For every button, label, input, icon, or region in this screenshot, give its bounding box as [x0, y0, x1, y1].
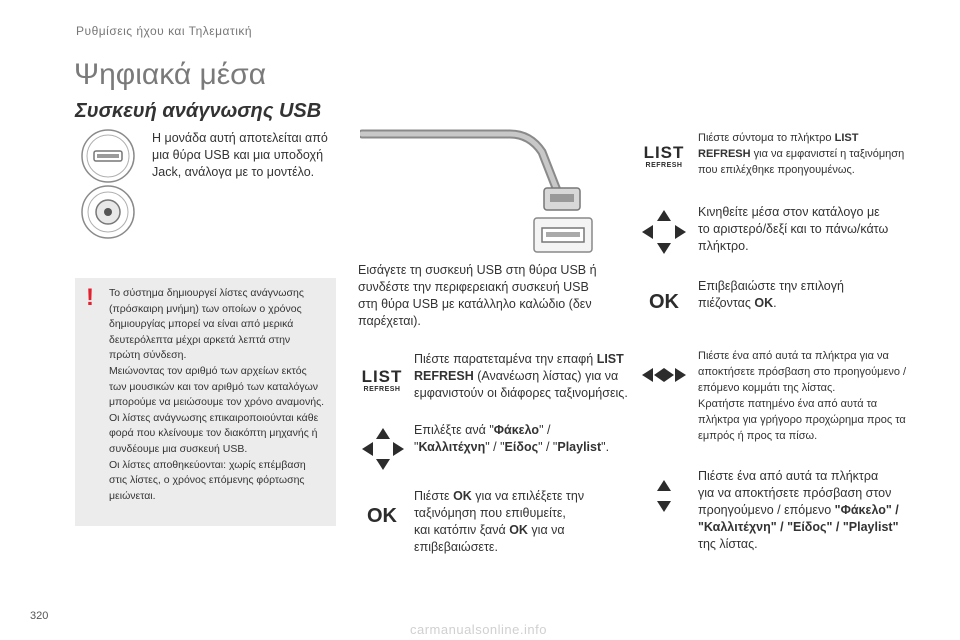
warning-line: (πρόσκαιρη μνήμη) των οποίων ο χρόνος — [109, 302, 302, 315]
warning-line: Το σύστημα δημιουργεί λίστες ανάγνωσης — [109, 287, 304, 299]
warning-icon: ! — [86, 284, 94, 311]
right-list-refresh-text: Πιέστε σύντομα το πλήκτρο LIST REFRESH για να εμφανιστεί η ταξινόμηση που επιλέχθηκε προηγουμένως. — [698, 132, 905, 176]
warning-line: Οι λίστες αποθηκεύονται: χωρίς επέμβαση — [109, 458, 306, 471]
up-down-arrows-icon — [654, 478, 674, 514]
ok-button-icon: OK — [649, 290, 679, 313]
page-breadcrumb: Ρυθμίσεις ήχου και Τηλεματική — [76, 24, 253, 38]
insert-usb-text: Εισάγετε τη συσκευή USB στη θύρα USB ή συνδέστε την περιφερειακή συσκευή USB στη θύρα USB με κατάλληλο καλώδιο (δεν παρέχεται). — [358, 263, 597, 328]
warning-line: δημιουργίας μπορεί να είναι από μερικά — [109, 318, 294, 331]
warning-line: Οι λίστες ανάγνωσης επικαιροποιούνται κάθε — [109, 411, 319, 424]
left-right-arrows-icon — [640, 364, 688, 386]
warning-text — [109, 286, 331, 504]
list-refresh-button: LIST REFRESH — [643, 142, 685, 169]
right-updown-text: Πιέστε ένα από αυτά τα πλήκτρα για να αποκτήσετε πρόσβαση στον προηγούμενο / επόμενο "Φάκελο" / "Καλλιτέχνη" / "Είδος" / "Playlist" της λίστας. — [698, 469, 899, 551]
mid-select-sort-text: Επιλέξτε ανά "Φάκελο" / "Καλλιτέχνη" / "Είδος" / "Playlist". — [414, 423, 610, 454]
page-title: Ψηφιακά μέσα — [74, 58, 267, 91]
warning-line: Μειώνοντας τον αριθμό των αρχείων εκτός — [109, 364, 307, 377]
four-way-arrows-icon — [640, 208, 688, 256]
mid-list-refresh-text: Πιέστε παρατεταμένα την επαφή LIST REFRESH (Ανανέωση λίστας) για να εμφανιστούν οι διάφορες ταξινομήσεις. — [414, 352, 628, 400]
usb-intro-text: Η μονάδα αυτή αποτελείται από μια θύρα USB και μια υποδοχή Jack, ανάλογα με το μοντέλο. — [152, 131, 328, 179]
warning-line: συνδέουμε μια συσκευή USB. — [109, 442, 248, 455]
right-confirm-text: Επιβεβαιώστε την επιλογή πιέζοντας OK. — [698, 279, 844, 310]
warning-line: στις λίστες, ο χρόνος επόμενης φόρτωσης — [109, 474, 305, 487]
warning-line: δευτερόλεπτα μέχρι αρκετά λεπτά στην — [109, 333, 291, 346]
warning-line: μπορούμε να μειώσουμε τον χρόνο αναμονής. — [109, 396, 325, 409]
warning-line: πρώτη σύνδεση. — [109, 349, 187, 362]
usb-cable-illustration — [360, 128, 600, 256]
right-leftright-text: Πιέστε ένα από αυτά τα πλήκτρα για να αποκτήσετε πρόσβαση στο προηγούμενο / επόμενο κομμάτι της λίστας. Κρατήστε πατημένο ένα από αυτά τα πλήκτρα για γρήγορο προχώρημα προς τα εμπρός ή προς τα πίσω. — [698, 350, 907, 442]
warning-line: των μουσικών και τον αριθμό των καταλόγων — [109, 380, 319, 393]
watermark: carmanualsonline.info — [410, 622, 547, 637]
list-refresh-button: LIST REFRESH — [361, 366, 403, 393]
usb-jack-port-illustration — [76, 126, 140, 244]
ok-button-icon: OK — [367, 504, 397, 527]
section-title: Συσκευή ανάγνωσης USB — [75, 100, 322, 122]
mid-ok-text: Πιέστε OK για να επιλέξετε την ταξινόμηση που επιθυμείτε, και κατόπιν ξανά OK για να επιβεβαιώσετε. — [414, 489, 585, 554]
page-number: 320 — [30, 610, 49, 622]
right-navigate-text: Κινηθείτε μέσα στον κατάλογο με το αριστερό/δεξί και το πάνω/κάτω πλήκτρο. — [698, 205, 889, 253]
warning-line: μειώνεται. — [109, 489, 156, 502]
warning-line: φορά που κλείνουμε τον διακόπτη μηχανής ή — [109, 427, 318, 440]
four-way-arrows-icon — [360, 426, 406, 472]
